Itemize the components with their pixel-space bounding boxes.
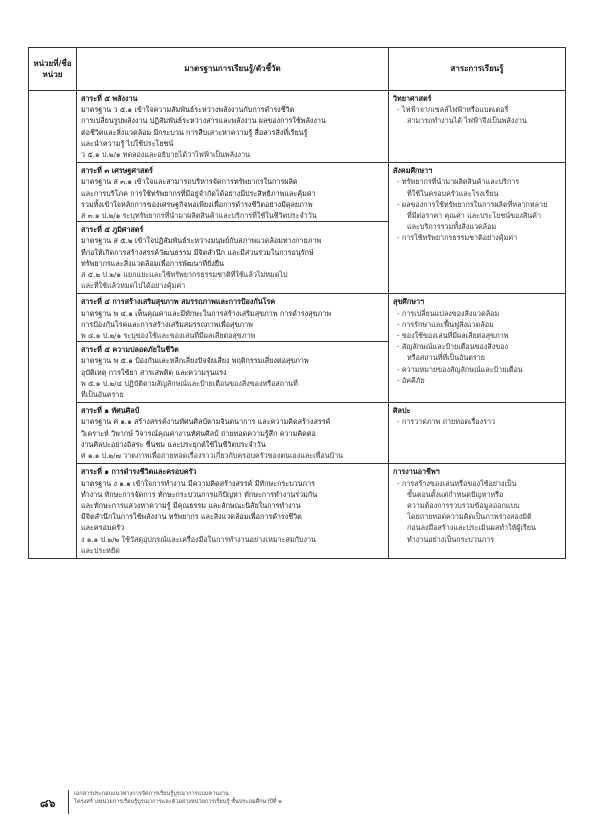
subject-title: การงานอาชีพฯ: [393, 467, 440, 477]
subject-title: วิทยาศาสตร์: [393, 94, 432, 103]
standard-block: [81, 165, 384, 221]
standard-line: อุบัติเหตุ การใช้ยา สารเสพติด และความรุนแรง: [81, 367, 227, 377]
content-cell: [389, 403, 566, 464]
content-item: - สัญลักษณ์และป้ายเตือนของสิ่งของ: [397, 342, 508, 352]
subject-title: สุขศึกษาฯ: [393, 297, 425, 307]
standards-cell: [77, 464, 389, 559]
standard-line: มาตรฐาน ว ๕.๑ เข้าใจความสัมพันธ์ระหว่างพลังงานกับการดำรงชีวิต: [81, 105, 295, 115]
indicator: พ ๔.๑ ป.๒/๑ ระบุของใช้และของเล่นที่มีผลเสียต่อสุขภาพ: [81, 331, 256, 341]
standard-block: [77, 341, 388, 400]
content-item: หรือสถานที่ที่เป็นอันตราย: [407, 353, 486, 363]
content-item: - ความหมายของสัญลักษณ์และป้ายเตือน: [397, 364, 523, 374]
standard-line: ต่อชีวิตและสิ่งแวดล้อม มีกระบวน การสืบเสาะหาความรู้ สื่อสารสิ่งที่เรียนรู้: [81, 127, 308, 137]
content-item: สามารถทำงานได้ ไฟฟ้าจึงเป็นพลังงาน: [407, 116, 527, 126]
footer-line: โครงสร้างหน่วยการเรียนรู้บูรณาการและตัวอย่างหน่วยการเรียนรู้ ชั้นประถมศึกษาปีที่ ๒: [74, 799, 282, 805]
content-item: โดยถ่ายทอดความคิดเป็นภาพร่างสองมิติ: [407, 512, 532, 522]
standard-line: ทรัพยากรและสิ่งแวดล้อมเพื่อการพัฒนาที่ยั่งยืน: [81, 258, 224, 268]
header-unit: หน่วยที่/ชื่อหน่วย: [29, 48, 77, 91]
strand-title: สาระที่ ๕ ภูมิศาสตร์: [81, 225, 144, 235]
strand-title: สาระที่ ๕ พลังงาน: [81, 94, 138, 103]
standard-line: การเปลี่ยนรูปพลังงาน ปฏิสัมพันธ์ระหว่างสารและพลังงาน ผลของการใช้พลังงาน: [81, 116, 326, 126]
content-item: ทำงานอย่างเป็นกระบวนการ: [407, 534, 495, 544]
indicator: ง ๑.๑ ป.๒/๒ ใช้วัสดุอุปกรณ์และเครื่องมือในการทำงานอย่างเหมาะสมกับงาน: [81, 534, 316, 544]
standards-cell: [77, 91, 389, 163]
strand-title: สาระที่ ๔ การสร้างเสริมสุขภาพ สมรรถภาพและการป้องกันโรค: [81, 297, 276, 307]
standard-line: ทำงาน ทักษะการจัดการ ทักษะกระบวนการแก้ปัญหา ทักษะการทำงานร่วมกัน: [81, 489, 318, 499]
strand-title: สาระที่ ๓ เศรษฐศาสตร์: [81, 166, 153, 176]
content-item: - การสร้างของเล่นหรือของใช้อย่างเป็น: [397, 478, 517, 488]
footer-line: เอกสารประกอบแนวทางการจัดการเรียนรู้บูรณาการแบบคานงาน: [74, 791, 229, 797]
standard-line: และครอบครัว: [81, 523, 125, 533]
content-item: และบริการรวมทั้งสิ่งแวดล้อม: [407, 222, 497, 232]
standard-line: มาตรฐาน ส ๓.๑ เข้าใจและสามารถบริหารจัดการทรัพยากรในการผลิต: [81, 177, 298, 187]
content-cell: [389, 294, 566, 403]
standard-line: มาตรฐาน ส ๕.๒ เข้าใจปฏิสัมพันธ์ระหว่างมนุษย์กับสภาพแวดล้อมทางกายภาพ: [81, 236, 322, 246]
standards-cell: [77, 294, 389, 403]
curriculum-table: [28, 47, 566, 559]
strand-title: สาระที่ ๑ การดำรงชีวิตและครอบครัว: [81, 467, 197, 477]
content-item: - ของใช้ของเล่นที่มีผลเสียต่อสุขภาพ: [397, 331, 509, 341]
standard-line: และนำความรู้ ไปใช้ประโยชน์: [81, 138, 174, 148]
footer-text: [74, 790, 282, 806]
standard-line: รวมทั้งเข้าใจหลักการของเศรษฐกิจพอเพียงเพื่อการดำรงชีวิตอย่างมีดุลยภาพ: [81, 199, 313, 209]
content-cell: [389, 91, 566, 163]
content-item: - การเปลี่ยนแปลงของสิ่งแวดล้อม: [397, 308, 500, 318]
standard-line: มีจิตสำนึกในการใช้พลังงาน ทรัพยากร และสิ่งแวดล้อมเพื่อการดำรงชีวิต: [81, 512, 302, 522]
content-item: - ทรัพยากรที่นำมาผลิตสินค้าและบริการ: [397, 177, 520, 187]
table-row: [29, 163, 566, 294]
table-header-row: [29, 48, 566, 91]
standard-block: [81, 296, 384, 341]
table-row: [29, 464, 566, 559]
content-item: - การรักษาและฟื้นฟูสิ่งแวดล้อม: [397, 319, 494, 329]
standard-line: งานศิลปะอย่างอิสระ ชื่นชม และประยุกต์ใช้ในชีวิตประจำวัน: [81, 439, 266, 449]
standard-block: [81, 466, 384, 556]
indicator-cont: และที่ใช้แล้วหมดไปได้อย่างคุ้มค่า: [81, 281, 186, 291]
table-row: [29, 294, 566, 403]
content-item: - การวาดภาพ ถ่ายทอดเรื่องราว: [397, 417, 496, 427]
standard-block: [77, 221, 388, 291]
indicator: ส ๕.๒ ป.๒/๑ แยกแยะและใช้ทรัพยากรธรรมชาติที่ใช้แล้วไม่หมดไป: [81, 270, 288, 280]
standard-line: มาตรฐาน ศ ๑.๑ สร้างสรรค์งานทัศนศิลป์ตามจินตนาการ และความคิดสร้างสรรค์: [81, 417, 331, 427]
standard-line: มาตรฐาน พ ๔.๑ เห็นคุณค่าและมีทักษะในการสร้างเสริมสุขภาพ การดำรงสุขภาพ: [81, 308, 331, 318]
standards-cell: [77, 403, 389, 464]
standard-line: วิเคราะห์ วิพากษ์ วิจารณ์คุณค่างานทัศนศิลป์ ถ่ายทอดความรู้สึก ความคิดต่อ: [81, 428, 316, 438]
subject-title: สังคมศึกษาฯ: [393, 166, 433, 176]
content-item: - อัคคีภัย: [397, 375, 425, 385]
standard-block: [81, 405, 384, 461]
strand-title: สาระที่ ๕ ความปลอดภัยในชีวิต: [81, 345, 179, 355]
page-footer: [28, 790, 566, 816]
page-number: ๘๖: [40, 797, 56, 810]
content-item: ขั้นตอนตั้งแต่กำหนดปัญหาหรือ: [407, 489, 504, 499]
header-standard: มาตรฐานการเรียนรู้/ตัวชี้วัด: [77, 48, 389, 91]
indicator: ส ๓.๑ ป.๒/๑ ระบุทรัพยากรที่นำมาผลิตสินค้าและบริการที่ใช้ในชีวิตประจำวัน: [81, 211, 317, 221]
content-item: ก่อนลงมือสร้างและประเมินผลทำให้ผู้เรียน: [407, 523, 536, 533]
content-item: ที่ใช้ในครอบครัวและโรงเรียน: [407, 188, 499, 198]
table-row: [29, 91, 566, 163]
header-content: สาระการเรียนรู้: [389, 48, 566, 91]
content-item: ความต้องการรวบรวมข้อมูลออกแบบ: [407, 500, 520, 510]
strand-title: สาระที่ ๑ ทัศนศิลป์: [81, 406, 140, 416]
indicator: ว ๕.๑ ป.๒/๑ ทดลองและอธิบายได้ว่าไฟฟ้าเป็นพลังงาน: [81, 150, 251, 160]
content-item: ที่มีต่อราคา คุณค่า และประโยชน์ของสินค้า: [407, 211, 542, 221]
standard-line: และการบริโภค การใช้ทรัพยากรที่มีอยู่จำกัดได้อย่างมีประสิทธิภาพและคุ้มค่า: [81, 188, 316, 198]
standard-line: และทักษะการแสวงหาความรู้ มีคุณธรรม และลักษณะนิสัยในการทำงาน: [81, 500, 301, 510]
standard-line: การป้องกันโรคและการสร้างเสริมสมรรถภาพเพื่อสุขภาพ: [81, 319, 253, 329]
content-item: - ผลของการใช้ทรัพยากรในการผลิตที่หลากหลาย: [397, 199, 548, 209]
content-item: - ไฟฟ้าจากเซลล์ไฟฟ้าหรือแบตเตอรี่: [397, 105, 509, 115]
content-item: - การใช้ทรัพยากรธรรมชาติอย่างคุ้มค่า: [397, 233, 518, 243]
indicator: ศ ๑.๑ ป.๒/๗ วาดภาพเพื่อถ่ายทอดเรื่องราวเกี่ยวกับครอบครัวของตนเองและเพื่อนบ้าน: [81, 451, 344, 461]
content-cell: [389, 163, 566, 294]
content-cell: [389, 464, 566, 559]
footer-divider: [68, 790, 69, 814]
indicator-cont: ที่เป็นอันตราย: [81, 390, 124, 400]
unit-cell: [29, 91, 77, 559]
standard-line: มาตรฐาน ง ๑.๑ เข้าใจการทำงาน มีความคิดสร้างสรรค์ มีทักษะกระบวนการ: [81, 478, 315, 488]
indicator-cont: และประหยัด: [81, 545, 120, 555]
indicator: พ ๕.๑ ป.๒/๔ ปฏิบัติตามสัญลักษณ์และป้ายเตือนของสิ่งของหรือสถานที่: [81, 378, 298, 388]
standard-line: มาตรฐาน พ ๕.๑ ป้องกันและหลีกเลี่ยงปัจจัยเสี่ยง พฤติกรรมเสี่ยงต่อสุขภาพ: [81, 356, 309, 366]
standard-block: [81, 93, 384, 160]
table-row: [29, 403, 566, 464]
standards-cell: [77, 163, 389, 294]
subject-title: ศิลปะ: [393, 406, 411, 416]
standard-line: ที่ก่อให้เกิดการสร้างสรรค์วัฒนธรรม มีจิตสำนึก และมีส่วนร่วมในการอนุรักษ์: [81, 247, 314, 257]
